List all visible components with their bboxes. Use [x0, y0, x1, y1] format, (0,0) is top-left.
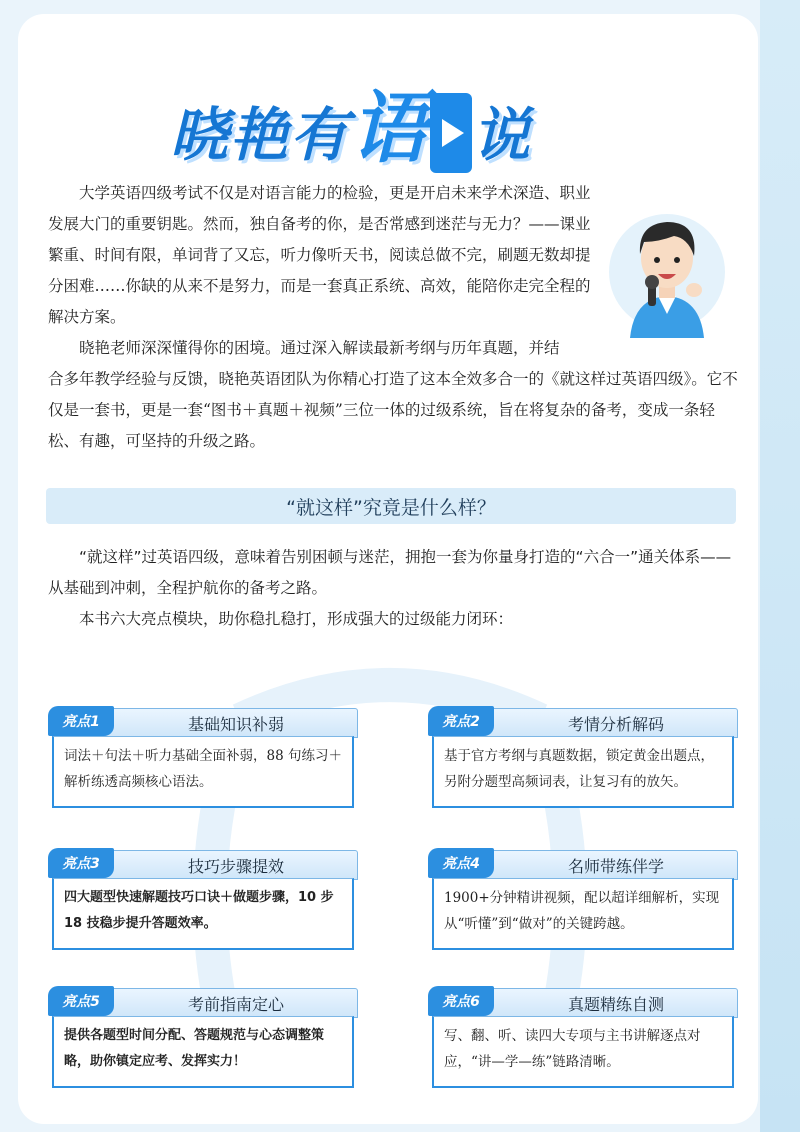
card-badge: 亮点6 [428, 986, 494, 1016]
body-text-2: 本书六大亮点模块，助你稳扎稳打，形成强大的过级能力闭环： [79, 610, 514, 628]
intro-text-2b: 合多年教学经验与反馈，晓艳英语团队为你精心打造了这本全效多合一的《就这样过英语四级》。它不仅是一套书，更是一套“图书＋真题＋视频”三位一体的过级系统，旨在将复杂的备考，变成一条轻松、有趣，可坚持的升级之路。 [48, 370, 738, 450]
highlight-card-1 [48, 708, 356, 808]
card-title: 真题精练自测 [567, 994, 664, 1014]
card-text: 四大题型快速解题技巧口诀＋做题步骤，10 步 18 技稳步提升答题效率。 [52, 878, 354, 950]
highlight-card-6 [428, 988, 736, 1088]
card-badge: 亮点2 [428, 706, 494, 736]
play-icon [430, 93, 472, 173]
intro-paragraph-2 [48, 333, 738, 457]
intro-text-1: 大学英语四级考试不仅是对语言能力的检验，更是开启未来学术深造、职业发展大门的重要钥匙。然而，独自备考的你，是否常感到迷茫与无力？——课业繁重、时间有限，单词背了又忘，听力像听天书，阅读总做不完，刷题无数却提分困难……你缺的从来不是努力，而是一套真正系统、高效，能陪你走完全程的解决方案。 [48, 184, 591, 326]
page-title [170, 66, 532, 179]
card-title: 考情分析解码 [567, 714, 664, 734]
card-text: 1900+分钟精讲视频，配以超详细解析，实现从“听懂”到“做对”的关键跨越。 [432, 878, 734, 950]
card-badge: 亮点4 [428, 848, 494, 878]
card-badge: 亮点1 [48, 706, 114, 736]
highlight-card-4 [428, 850, 736, 950]
card-badge: 亮点3 [48, 848, 114, 878]
teacher-avatar [608, 198, 726, 338]
card-text: 写、翻、听、读四大专项与主书讲解逐点对应，“讲—学—练”链路清晰。 [432, 1016, 734, 1088]
card-text: 基于官方考纲与真题数据，锁定黄金出题点，另附分题型高频词表，让复习有的放矢。 [432, 736, 734, 808]
intro-text-2a: 晓艳老师深深懂得你的困境。通过深入解读最新考纲与历年真题，并结 [79, 339, 560, 357]
title-part1: 晓艳有 [170, 101, 351, 169]
body-text-1: “就这样”过英语四级，意味着告别困顿与迷茫，拥抱一套为你量身打造的“六合一”通关体系——从基础到冲刺，全程护航你的备考之路。 [48, 548, 732, 597]
section-body [48, 542, 738, 635]
intro-paragraph-1 [48, 178, 596, 333]
title-big-char: 语 [350, 84, 431, 174]
highlight-card-2 [428, 708, 736, 808]
card-text: 提供各题型时间分配、答题规范与心态调整策略，助你镇定应考、发挥实力！ [52, 1016, 354, 1088]
card-title: 考前指南定心 [187, 994, 284, 1014]
card-title: 技巧步骤提效 [187, 856, 284, 876]
card-text: 词法＋句法＋听力基础全面补弱，88 句练习＋解析练透高频核心语法。 [52, 736, 354, 808]
card-title: 名师带练伴学 [567, 856, 664, 876]
page-edge [760, 0, 800, 1132]
card-title: 基础知识补弱 [187, 714, 284, 734]
section-title: “就这样”究竟是什么样？ [286, 496, 496, 519]
title-part2: 说 [472, 101, 533, 169]
card-badge: 亮点5 [48, 986, 114, 1016]
section-header [46, 488, 736, 524]
highlight-card-3 [48, 850, 356, 950]
highlight-card-5 [48, 988, 356, 1088]
